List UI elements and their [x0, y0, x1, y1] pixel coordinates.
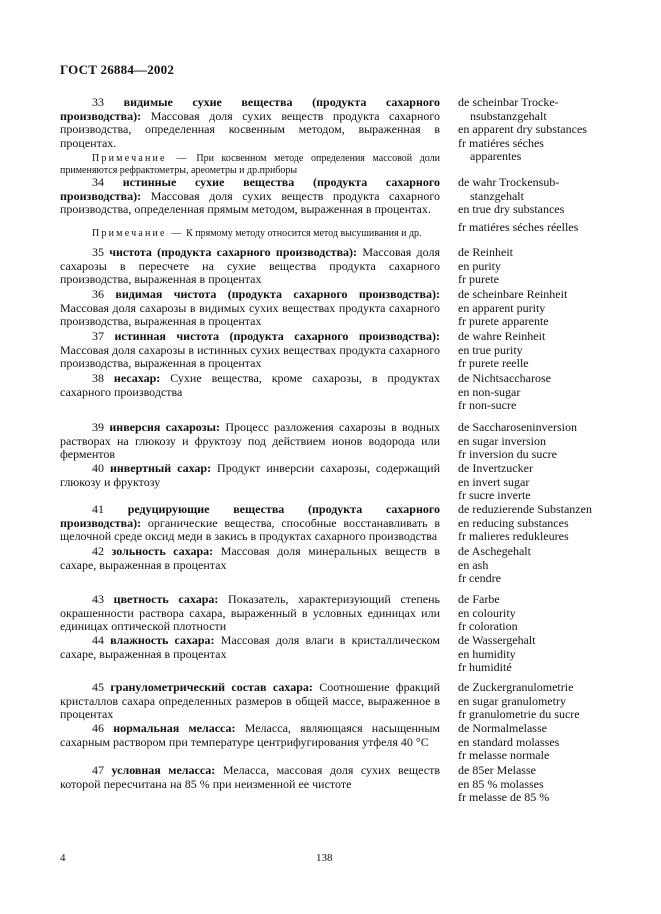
- translations: [458, 176, 658, 234]
- translations: [458, 246, 658, 287]
- translation-en: en apparent dry substances: [458, 122, 587, 137]
- entry-term: влажность сахара:: [110, 633, 215, 647]
- entry-term: редуцирующие вещества (продукта сахарного производства):: [60, 502, 441, 530]
- page-side-number: 4: [60, 852, 66, 864]
- entry-text: Массовая доля сахарозы в пересчете на сухие вещества продукта сахарного производства, выраженная в процентах: [60, 245, 441, 287]
- entry-term: нормальная меласса:: [113, 721, 236, 735]
- entry-definition: [60, 372, 440, 399]
- translation-en: en non-sugar: [458, 384, 521, 399]
- entry-definition: [60, 722, 440, 749]
- translations: [458, 96, 658, 164]
- entry-text: Массовая доля сухих веществ продукта сахарного производства, определенная косвенным методом, выраженная в процентах.: [60, 108, 441, 150]
- entry-term: условная меласса:: [111, 763, 216, 777]
- entry-text: Массовая доля сахарозы в видимых сухих веществах продукта сахарного производства, выраженная в процентах: [60, 300, 440, 329]
- entry-definition: [60, 462, 440, 489]
- translation-fr: fr inversion du sucre: [458, 447, 557, 462]
- entry-number: 47: [92, 763, 104, 777]
- entry-text: Массовая доля сахарозы в истинных сухих веществах продукта сахарного производства, выраженная в процентах: [60, 342, 440, 371]
- translation-de: de Reinheit: [458, 245, 513, 259]
- translation-fr-cont: apparentes: [470, 149, 522, 164]
- translation-de: de wahr Trockensub-: [458, 175, 560, 189]
- entry-term: гранулометрический состав сахара:: [110, 680, 313, 694]
- translation-de: de scheinbare Reinheit: [458, 287, 568, 301]
- translation-de-cont: stanzgehalt: [470, 188, 524, 203]
- translation-fr: fr purete apparente: [458, 314, 549, 329]
- entry-text: Продукт инверсии сахарозы, содержащий глюкозу и фруктозу: [60, 461, 441, 489]
- entry-definition: [60, 330, 440, 371]
- entry-number: 41: [92, 502, 104, 516]
- entry-number: 43: [92, 592, 104, 606]
- entry-definition: [60, 764, 440, 791]
- entry-term: зольность сахара:: [111, 544, 214, 558]
- entry-definition: [60, 288, 440, 329]
- translation-en: en standard molasses: [458, 734, 560, 749]
- entry-definition: [60, 176, 440, 217]
- entry-text: Массовая доля минеральных веществ в сахаре, выраженная в процентах: [60, 544, 441, 572]
- entry-definition: [60, 545, 440, 572]
- entry-number: 44: [92, 633, 104, 647]
- translation-en: en apparent purity: [458, 300, 546, 315]
- translation-fr: fr malieres redukleures: [458, 529, 569, 544]
- entry-term: цветность сахара:: [113, 592, 219, 606]
- entry-text: Меласса, массовая доля сухих веществ которой пересчитана на 85 % при неизменной ее чистоте: [60, 763, 440, 791]
- translation-de: de Normalmelasse: [458, 721, 547, 735]
- translation-fr: fr non-sucre: [458, 398, 517, 413]
- translation-de: de Wassergehalt: [458, 633, 536, 647]
- entry-term: инверсия сахарозы:: [109, 420, 220, 434]
- translation-fr: fr melasse de 85 %: [458, 790, 550, 805]
- translation-de: de Saccharoseninversion: [458, 420, 577, 434]
- translation-fr: fr granulometrie du sucre: [458, 707, 580, 722]
- entry-term: несахар:: [113, 371, 161, 385]
- translation-de-cont: nsubstanzgehalt: [470, 108, 547, 123]
- translation-en: en purity: [458, 258, 501, 273]
- entry-term: видимая чистота (продукта сахарного производства):: [115, 287, 440, 301]
- entry-term: истинные сухие вещества (продукта сахарного производства):: [60, 175, 440, 203]
- entry-definition: [60, 421, 440, 462]
- translations: [458, 593, 658, 634]
- translation-en: en 85 % molasses: [458, 776, 544, 791]
- entry-number: 39: [92, 420, 104, 434]
- note-body: При косвенном методе определения массовой доли применяются рефрактометры, ареометры и др.приборы: [60, 153, 441, 176]
- entry-number: 34: [92, 175, 104, 189]
- translation-fr: fr melasse normale: [458, 748, 550, 763]
- translation-en: en colourity: [458, 605, 516, 620]
- translations: [458, 462, 658, 503]
- entry-number: 33: [92, 95, 104, 109]
- translation-en: en reducing substances: [458, 515, 569, 530]
- note-text: [60, 153, 440, 177]
- translation-fr: fr matiéres séches réelles: [458, 219, 579, 234]
- translation-de: de Invertzucker: [458, 461, 533, 475]
- translation-en: en true dry substances: [458, 202, 565, 217]
- translation-de: de 85er Melasse: [458, 763, 536, 777]
- note-label: Примечание —: [92, 153, 189, 164]
- entry-definition: [60, 503, 440, 544]
- entry-definition: [60, 246, 440, 287]
- translations: [458, 421, 658, 462]
- entry-text: Показатель, характеризующий степень окрашенности раствора сахара, выраженный в условных единицах или единицах оптической плотности: [60, 592, 441, 634]
- entry-number: 35: [92, 245, 104, 259]
- translations: [458, 681, 658, 722]
- entry-text: органические вещества, способные восстанавливать в щелочной среде оксид меди в закись в продуктах сахарного производства: [60, 515, 440, 544]
- entry-text: Меласса, являющаяся насыщенным сахарным раствором при температуре центрифугирования утфеля 40 °С: [60, 721, 441, 749]
- document-header: ГОСТ 26884—2002: [60, 62, 175, 77]
- translation-fr: fr purete reelle: [458, 356, 529, 371]
- entry-number: 46: [92, 721, 104, 735]
- translation-fr: fr matiéres séches: [458, 135, 544, 150]
- translation-fr: fr purete: [458, 272, 499, 287]
- translation-de: de reduzierende Substanzen: [458, 502, 592, 516]
- translation-de: de wahre Reinheit: [458, 329, 546, 343]
- note-text: [60, 228, 440, 240]
- translation-de: de Aschegehalt: [458, 544, 531, 558]
- entry-text: Массовая доля сухих веществ продукта сахарного производства, определенная прямым методом, выраженная в процентах.: [60, 188, 441, 217]
- entry-definition: [60, 634, 440, 661]
- translations: [458, 503, 658, 544]
- translations: [458, 634, 658, 675]
- entry-term: истинная чистота (продукта сахарного производства):: [114, 329, 441, 343]
- translation-en: en true purity: [458, 342, 523, 357]
- entry-number: 45: [92, 680, 104, 694]
- translation-de: de Farbe: [458, 592, 500, 606]
- translations: [458, 764, 658, 805]
- translations: [458, 288, 658, 329]
- translations: [458, 722, 658, 763]
- entry-text: Сухие вещества, кроме сахарозы, в продуктах сахарного производства: [60, 371, 440, 399]
- translation-en: en humidity: [458, 646, 516, 661]
- translation-fr: fr humidité: [458, 660, 512, 675]
- translation-fr: fr sucre inverte: [458, 488, 531, 503]
- translation-fr: fr cendre: [458, 571, 501, 586]
- note-label: Примечание —: [92, 228, 184, 239]
- entry-term: видимые сухие вещества (продукта сахарного производства):: [60, 95, 441, 123]
- entry-number: 38: [92, 371, 104, 385]
- translation-en: en ash: [458, 557, 489, 572]
- translation-en: en sugar inversion: [458, 433, 546, 448]
- translation-en: en invert sugar: [458, 474, 530, 489]
- entry-number: 42: [92, 544, 104, 558]
- translation-en: en sugar granulometry: [458, 693, 566, 708]
- entry-term: инвертный сахар:: [109, 461, 212, 475]
- translations: [458, 545, 658, 586]
- entry-term: чистота (продукта сахарного производства):: [109, 245, 358, 259]
- note-body: К прямому методу относится метод высушивания и др.: [186, 228, 422, 239]
- entry-definition: [60, 593, 440, 634]
- entry-definition: [60, 681, 440, 722]
- entry-definition: [60, 96, 440, 150]
- entry-number: 40: [92, 461, 104, 475]
- translation-de: de scheinbar Trocke-: [458, 95, 559, 109]
- entry-number: 36: [92, 287, 104, 301]
- translation-de: de Nichtsaccharose: [458, 371, 551, 385]
- translation-de: de Zuckergranulometrie: [458, 680, 574, 694]
- page-number: 138: [316, 852, 333, 864]
- translations: [458, 330, 658, 371]
- translation-fr: fr coloration: [458, 619, 518, 634]
- entry-text: Соотношение фракций кристаллов сахара определенных размеров в общей массе, выраженное в процентах: [60, 680, 441, 722]
- translations: [458, 372, 658, 413]
- entry-text: Процесс разложения сахарозы в водных растворах на глюкозу и фруктозу под действием ионов водорода или ферментов: [60, 420, 441, 462]
- entry-text: Массовая доля влаги в кристаллическом сахаре, выраженная в процентах: [60, 633, 440, 661]
- entry-number: 37: [92, 329, 104, 343]
